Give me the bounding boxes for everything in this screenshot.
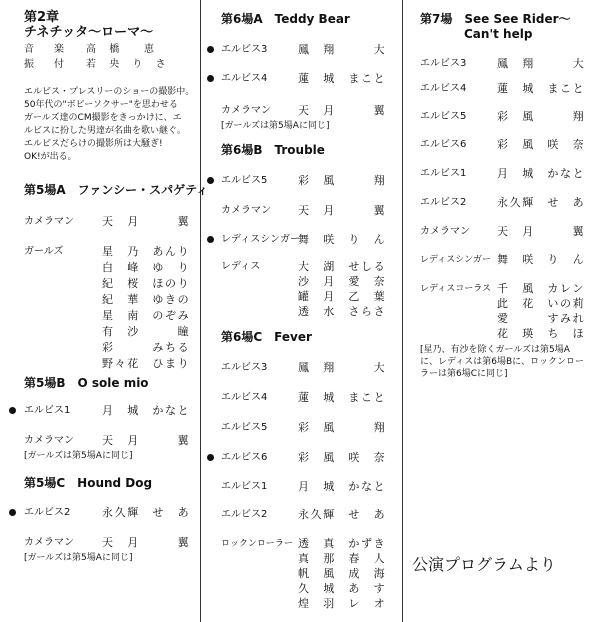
cast-name: 天 月 翼: [298, 204, 387, 217]
scene-note: [ガールズは第5場Aに同じ]: [24, 451, 133, 461]
column-left: [0, 0, 209, 622]
role-label: エルビス1: [420, 168, 467, 179]
cast-name: 彩 風 翔: [497, 110, 586, 123]
role-label: エルビス2: [24, 507, 71, 518]
scene-5c-title: 第5場C Hound Dog: [24, 476, 153, 490]
bullet-marker: [207, 46, 214, 53]
cast-name: 天 月 翼: [102, 215, 191, 228]
role-label: エルビス6: [420, 139, 467, 150]
cast-name: 紀 華 ゆきの: [102, 293, 191, 306]
column-right: [400, 0, 600, 622]
role-label: エルビス4: [221, 73, 268, 84]
cast-name: 永久輝 せ あ: [298, 508, 387, 521]
synopsis-line: ルビスに扮した男達が名曲を歌い継ぐ。: [24, 126, 186, 136]
scene-note: [ガールズは第5場Aに同じ]: [24, 553, 133, 563]
scene-note: [星乃、有沙を除くガールズは第5場A: [420, 345, 570, 355]
role-label: カメラマン: [24, 216, 74, 227]
synopsis-line: OK!が出る。: [24, 152, 77, 162]
role-label: エルビス2: [420, 197, 467, 208]
role-label: レディスコーラス: [420, 284, 492, 294]
cast-name: 煌 羽 レ オ: [298, 597, 387, 610]
cast-name: 永久輝 せ あ: [102, 506, 191, 519]
scene-note: ラーは第6場Cに同じ]: [420, 369, 508, 379]
scene-5b-title: 第5場B O sole mio: [24, 376, 149, 390]
cast-name: 大 湖 せしる: [298, 260, 387, 273]
cast-name: 天 月 翼: [298, 104, 387, 117]
role-label: エルビス5: [420, 111, 467, 122]
role-label: エルビス2: [221, 509, 268, 520]
bullet-marker: [207, 236, 214, 243]
role-label: ロックンローラー: [221, 539, 293, 549]
scene-6a-title: 第6場A Teddy Bear: [221, 12, 350, 26]
cast-name: 白 峰 ゆ り: [102, 261, 191, 274]
credit-name: 高 橋 恵: [86, 44, 156, 55]
source-caption: 公演プログラムより: [412, 555, 556, 574]
cast-name: 千 風 カレン: [497, 282, 585, 295]
scene-6b-title: 第6場B Trouble: [221, 143, 325, 157]
cast-name: 彩 風 翔: [298, 174, 387, 187]
credit-name: 若 央 り さ: [86, 59, 168, 70]
cast-name: 罐 月 乙 葉: [298, 290, 387, 303]
role-label: レディス: [221, 261, 261, 272]
cast-name: 月 城 かなと: [497, 167, 586, 180]
synopsis-line: ガールズ達のCM撮影をきっかけに、エ: [24, 113, 182, 123]
cast-name: 帆 風 成 海: [298, 567, 387, 580]
cast-name: 透 水 さらさ: [298, 305, 387, 318]
role-label: カメラマン: [420, 226, 470, 237]
cast-name: 蓮 城 まこと: [298, 391, 387, 404]
role-label: レディスシンガー: [221, 234, 300, 245]
bullet-marker: [9, 509, 16, 516]
cast-name: 彩 みちる: [102, 341, 191, 354]
cast-name: 彩 風 咲 奈: [298, 451, 387, 464]
cast-name: 彩 風 翔: [298, 421, 387, 434]
cast-name: 鳳 翔 大: [298, 43, 387, 56]
synopsis-line: エルビスだらけの撮影所は大騒ぎ!: [24, 139, 163, 149]
bullet-marker: [207, 75, 214, 82]
cast-name: 蓮 城 まこと: [298, 72, 387, 85]
credit-role: 音 楽: [24, 44, 64, 55]
cast-name: 沙 月 愛 奈: [298, 275, 387, 288]
cast-name: 花 瑛 ち ほ: [497, 327, 586, 340]
role-label: エルビス4: [420, 83, 467, 94]
role-label: カメラマン: [24, 537, 74, 548]
bullet-marker: [207, 177, 214, 184]
role-label: エルビス3: [221, 44, 268, 55]
role-label: エルビス3: [221, 362, 268, 373]
cast-name: 野々花 ひまり: [102, 357, 191, 370]
scene-note: [ガールズは第5場Aに同じ]: [221, 121, 330, 131]
chapter-title: チネチッタ〜ローマ〜: [24, 25, 154, 40]
cast-name: 此 花 いの莉: [497, 297, 586, 310]
cast-name: 永久輝 せ あ: [497, 196, 586, 209]
cast-name: 透 真 かずき: [298, 537, 387, 550]
cast-name: 天 月 翼: [102, 536, 191, 549]
cast-name: 月 城 かなと: [102, 404, 191, 417]
chapter-number: 第2章: [24, 10, 60, 25]
synopsis-line: 50年代の"ボビーソクサー"を思わせる: [24, 100, 178, 110]
cast-name: 天 月 翼: [497, 225, 586, 238]
column-middle: [200, 0, 400, 622]
role-label: エルビス5: [221, 175, 268, 186]
role-label: レディスシンガー: [420, 255, 492, 265]
role-label: エルビス5: [221, 422, 268, 433]
role-label: ガールズ: [24, 246, 64, 257]
cast-name: 月 城 かなと: [298, 480, 387, 493]
cast-name: 鳳 翔 大: [298, 361, 387, 374]
cast-name: 彩 風 咲 奈: [497, 138, 586, 151]
cast-name: 舞 咲 り ん: [298, 233, 387, 246]
cast-name: 星 南 のぞみ: [102, 309, 191, 322]
cast-name: 蓮 城 まこと: [497, 82, 586, 95]
cast-name: 舞 咲 り ん: [497, 253, 586, 266]
role-label: エルビス1: [221, 481, 268, 492]
bullet-marker: [207, 454, 214, 461]
cast-name: 久 城 あ す: [298, 582, 387, 595]
scene-5a-title: 第5場A ファンシー・スパゲティ: [24, 183, 209, 197]
role-label: エルビス1: [24, 405, 71, 416]
scene-7-title-line2: Can't help: [464, 27, 533, 41]
cast-name: 星 乃 あんり: [102, 245, 191, 258]
credit-role: 振 付: [24, 59, 64, 70]
role-label: エルビス3: [420, 58, 467, 69]
scene-6c-title: 第6場C Fever: [221, 330, 312, 344]
synopsis-line: エルビス・プレスリーのショーの撮影中。: [24, 87, 195, 97]
role-label: カメラマン: [221, 205, 271, 216]
cast-name: 有 沙 瞳: [102, 325, 191, 338]
cast-name: 真 那 春 人: [298, 552, 387, 565]
cast-name: 紀 桜 ほのり: [102, 277, 191, 290]
cast-name: 鳳 翔 大: [497, 57, 586, 70]
bullet-marker: [9, 407, 16, 414]
scene-7-title: 第7場 See See Rider〜: [420, 12, 571, 26]
scene-note: に、レディスは第6場Bに、ロックンロー: [420, 357, 585, 367]
role-label: エルビス4: [221, 392, 268, 403]
role-label: カメラマン: [221, 105, 271, 116]
cast-name: 天 月 翼: [102, 434, 191, 447]
role-label: カメラマン: [24, 435, 74, 446]
role-label: エルビス6: [221, 452, 268, 463]
cast-name: 愛 すみれ: [497, 312, 586, 325]
